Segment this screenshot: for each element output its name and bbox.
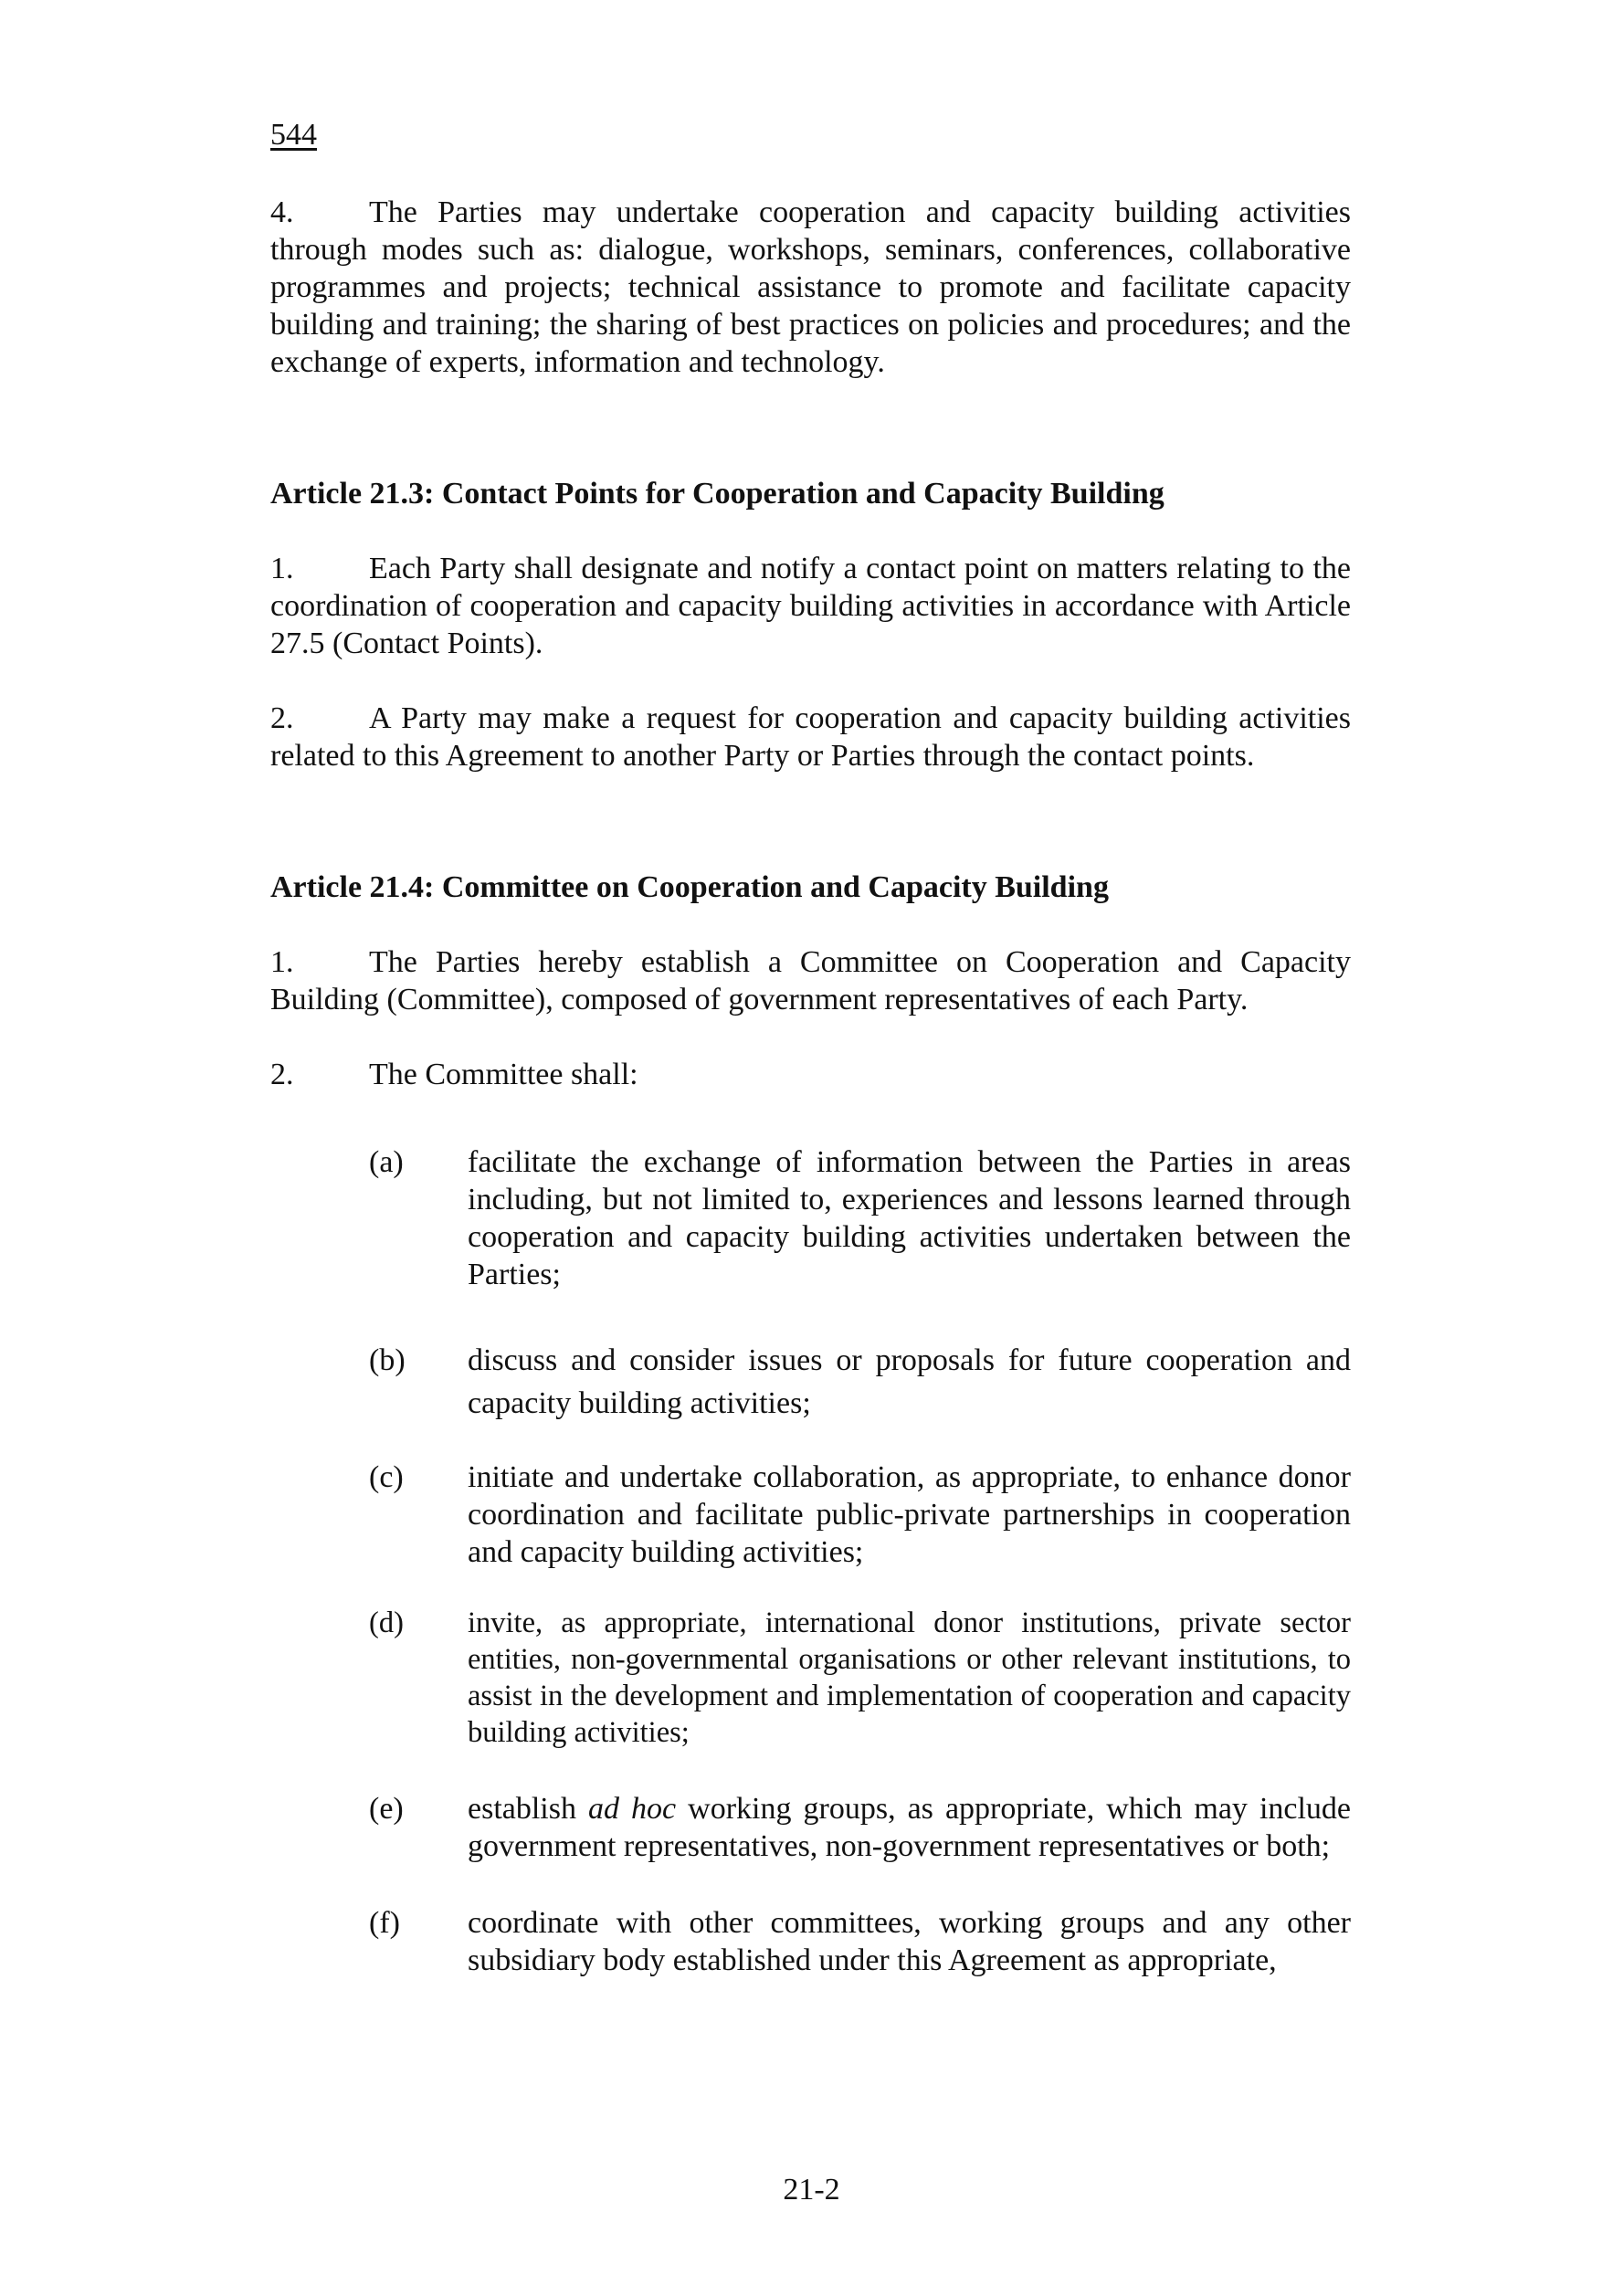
article-21-4-paragraph-1 — [270, 943, 1351, 1018]
paragraph-number: 1. — [270, 945, 294, 979]
list-item-text-end: working groups, as appropriate, which may include government representatives, non-government representatives or both; — [468, 1792, 1352, 1863]
list-item-label: (c) — [369, 1460, 404, 1494]
list-item-label: (f) — [369, 1906, 400, 1940]
paragraph-number: 2. — [270, 701, 294, 735]
article-21-4-heading: Article 21.4: Committee on Cooperation and Capacity Building — [270, 870, 1109, 904]
document-body — [270, 194, 1351, 1979]
article-21-3-heading: Article 21.3: Contact Points for Cooperation and Capacity Building — [270, 477, 1165, 511]
paragraph-text: The Parties may undertake cooperation and capacity building activities through modes such as: dialogue, workshops, seminars, conferences, collaborative programmes and projects; technical assistance to promote and facilitate capacity building and training; the sharing of best practices on policies and procedures; and the exchange of experts, information and technology. — [270, 195, 1351, 379]
list-item-label: (a) — [369, 1145, 404, 1179]
list-item-label: (b) — [369, 1343, 406, 1377]
list-item-c — [270, 1459, 1351, 1571]
list-item-text — [468, 1790, 1351, 1865]
page-footer: 21-2 — [783, 2173, 840, 2206]
list-item-text: facilitate the exchange of information between the Parties in areas including, but not limited to, experiences and lessons learned through cooperation and capacity building activities undertaken between the Parties; — [468, 1145, 1351, 1291]
page-number: 544 — [270, 118, 317, 152]
list-item-d — [270, 1605, 1351, 1751]
paragraph-text: The Parties hereby establish a Committee on Cooperation and Capacity Building (Committee), composed of government representatives of each Party. — [270, 945, 1351, 1016]
intro-paragraph — [270, 194, 1351, 381]
paragraph-text: The Committee shall: — [369, 1058, 638, 1091]
list-item-b — [270, 1339, 1351, 1425]
list-item-text-italic: ad hoc — [588, 1792, 677, 1826]
list-item-text: invite, as appropriate, international donor institutions, private sector entities, non-governmental organisations or other relevant institutions, to assist in the development and implementation of cooperation and capacity building activities; — [468, 1606, 1351, 1749]
list-item-text: coordinate with other committees, working groups and any other subsidiary body established under this Agreement as appropriate, — [468, 1906, 1351, 1977]
list-item-text: discuss and consider issues or proposals for future cooperation and capacity building activities; — [468, 1343, 1351, 1420]
article-21-3-paragraph-1 — [270, 550, 1351, 662]
paragraph-number: 1. — [270, 552, 294, 585]
paragraph-text: Each Party shall designate and notify a contact point on matters relating to the coordination of cooperation and capacity building activities in accordance with Article 27.5 (Contact Points). — [270, 552, 1351, 660]
list-item-f — [270, 1904, 1351, 1979]
list-item-label: (d) — [369, 1606, 404, 1639]
committee-functions-list — [270, 1143, 1351, 1979]
paragraph-text: A Party may make a request for cooperation and capacity building activities related to this Agreement to another Party or Parties through the contact points. — [270, 701, 1351, 773]
list-item-text: initiate and undertake collaboration, as appropriate, to enhance donor coordination and facilitate public-private partnerships in cooperation and capacity building activities; — [468, 1460, 1351, 1569]
list-item-label: (e) — [369, 1792, 404, 1826]
article-21-4-paragraph-2 — [270, 1056, 1351, 1093]
list-item-a — [270, 1143, 1351, 1293]
paragraph-number: 2. — [270, 1058, 294, 1091]
list-item-text-start: establish — [468, 1792, 576, 1826]
article-21-3-paragraph-2 — [270, 700, 1351, 774]
list-item-e — [270, 1790, 1351, 1865]
paragraph-number: 4. — [270, 195, 294, 229]
